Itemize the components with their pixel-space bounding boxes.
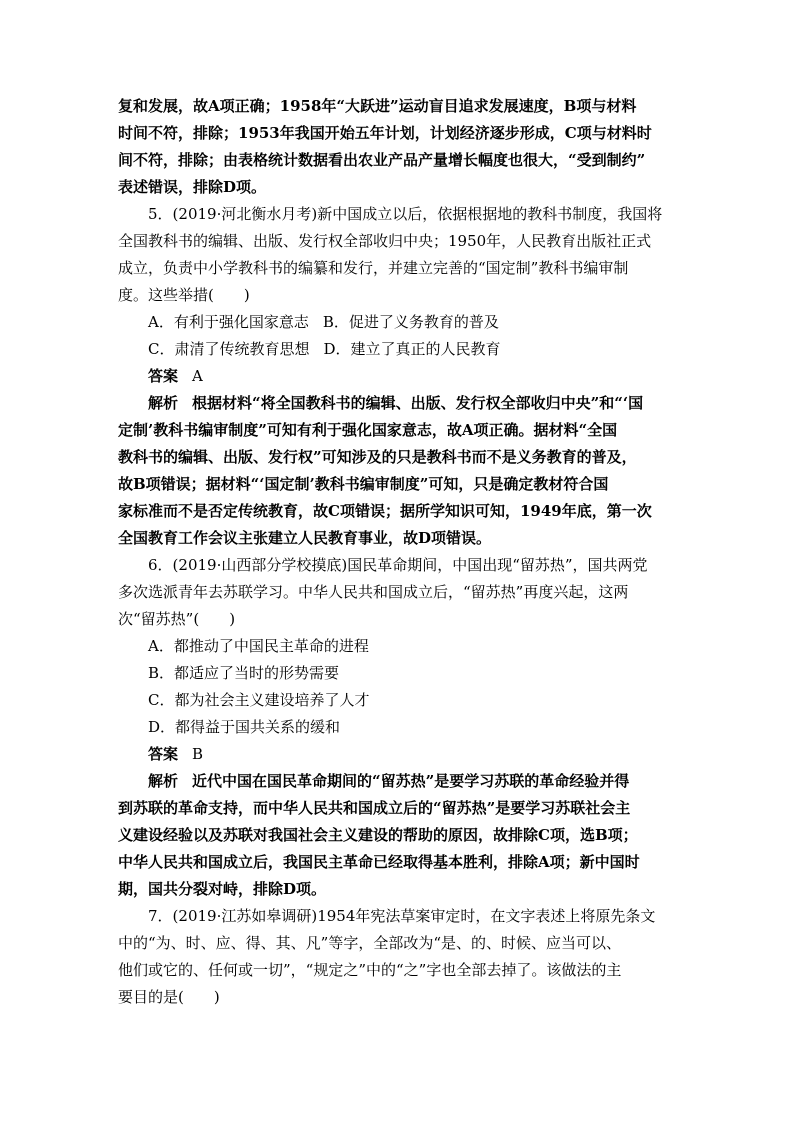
option-a: A．有利于强化国家意志: [148, 313, 309, 331]
question-5-stem: 度。这些举措( ): [118, 286, 250, 304]
question-5-stem: 全国教科书的编辑、出版、发行权全部收归中央；1950年，人民教育出版社正式: [118, 232, 652, 250]
analysis-line: 故B项错误；据材料“‘国定制’教科书编审制度”可知，只是确定教材符合国: [118, 475, 609, 493]
analysis-line: 中华人民共和国成立后，我国民主革命已经取得基本胜利，排除A项；新中国时: [118, 853, 640, 871]
text-line: 间不符，排除；由表格统计数据看出农业产品产量增长幅度也很大，“受到制约”: [118, 151, 646, 169]
option-d: D．建立了真正的人民教育: [323, 340, 501, 358]
analysis-line: 义建设经验以及苏联对我国社会主义建设的帮助的原因，故排除C项，选B项；: [118, 826, 638, 844]
text-line: 复和发展，故A项正确；1958年“大跃进”运动盲目追求发展速度，B项与材料: [118, 97, 637, 115]
analysis-label: 解析: [148, 772, 179, 790]
text-line: 时间不符，排除；1953年我国开始五年计划，计划经济逐步形成，C项与材料时: [118, 124, 652, 142]
analysis-label: 解析: [148, 394, 179, 412]
answer-label: 答案: [148, 367, 179, 385]
question-5-stem: 成立，负责中小学教科书的编纂和发行，并建立完善的“国定制”教科书编审制: [118, 259, 629, 277]
analysis-text: 根据材料“将全国教科书的编辑、出版、发行权全部收归中央”和“‘国: [192, 394, 644, 412]
answer-value: A: [192, 367, 203, 385]
analysis-line: 到苏联的革命支持，而中华人民共和国成立后的“留苏热”是要学习苏联社会主: [118, 799, 631, 817]
question-5-stem: 5．(2019·河北衡水月考)新中国成立以后，依据根据地的教科书制度，我国将: [148, 205, 663, 223]
question-7-stem: 中的“为、时、应、得、其、凡”等字，全部改为“是、的、时候、应当可以、: [118, 934, 622, 952]
analysis-text: 近代中国在国民革命期间的“留苏热”是要学习苏联的革命经验并得: [192, 772, 630, 790]
question-5-answer: [118, 363, 678, 390]
question-7-stem: 7．(2019·江苏如皋调研)1954年宪法草案审定时，在文字表述上将原先条文: [148, 907, 656, 925]
question-5-analysis: [118, 390, 678, 417]
question-6-stem: 次“留苏热”( ): [118, 610, 236, 628]
question-7-stem: 他们或它的、任何或一切”，“规定之”中的“之”字也全部去掉了。该做法的主: [118, 961, 622, 979]
option-b: B．促进了义务教育的普及: [322, 313, 499, 331]
analysis-line: 教科书的编辑、出版、发行权”可知涉及的只是教科书而不是义务教育的普及，: [118, 448, 637, 466]
question-6-option-b: B．都适应了当时的形势需要: [148, 664, 340, 682]
question-7-stem: 要目的是( ): [118, 988, 220, 1006]
answer-value: B: [192, 745, 204, 763]
analysis-line: 家标准而不是否定传统教育，故C项错误；据所学知识可知，1949年底，第一次: [118, 502, 652, 520]
question-6-stem: 6．(2019·山西部分学校摸底)国民革命期间，中国出现“留苏热”，国共两党: [148, 556, 648, 574]
answer-label: 答案: [148, 745, 179, 763]
question-6-option-a: A．都推动了中国民主革命的进程: [148, 637, 369, 655]
question-6-answer: [118, 741, 678, 768]
document-page: [118, 93, 678, 1011]
analysis-line: 定制’教科书编审制度”可知有利于强化国家意志，故A项正确。据材料“全国: [118, 421, 618, 439]
analysis-line: 期，国共分裂对峙，排除D项。: [118, 880, 327, 898]
question-6-option-c: C．都为社会主义建设培养了人才: [148, 691, 370, 709]
question-5-options-row: [118, 309, 678, 336]
analysis-line: 全国教育工作会议主张建立人民教育事业，故D项错误。: [118, 529, 492, 547]
option-c: C．肃清了传统教育思想: [148, 340, 310, 358]
question-6-option-d: D．都得益于国共关系的缓和: [148, 718, 341, 736]
question-6-analysis: [118, 768, 678, 795]
question-6-stem: 多次选派青年去苏联学习。中华人民共和国成立后，“留苏热”再度兴起，这两: [118, 583, 629, 601]
text-line: 表述错误，排除D项。: [118, 178, 267, 196]
question-5-options-row: [118, 336, 678, 363]
